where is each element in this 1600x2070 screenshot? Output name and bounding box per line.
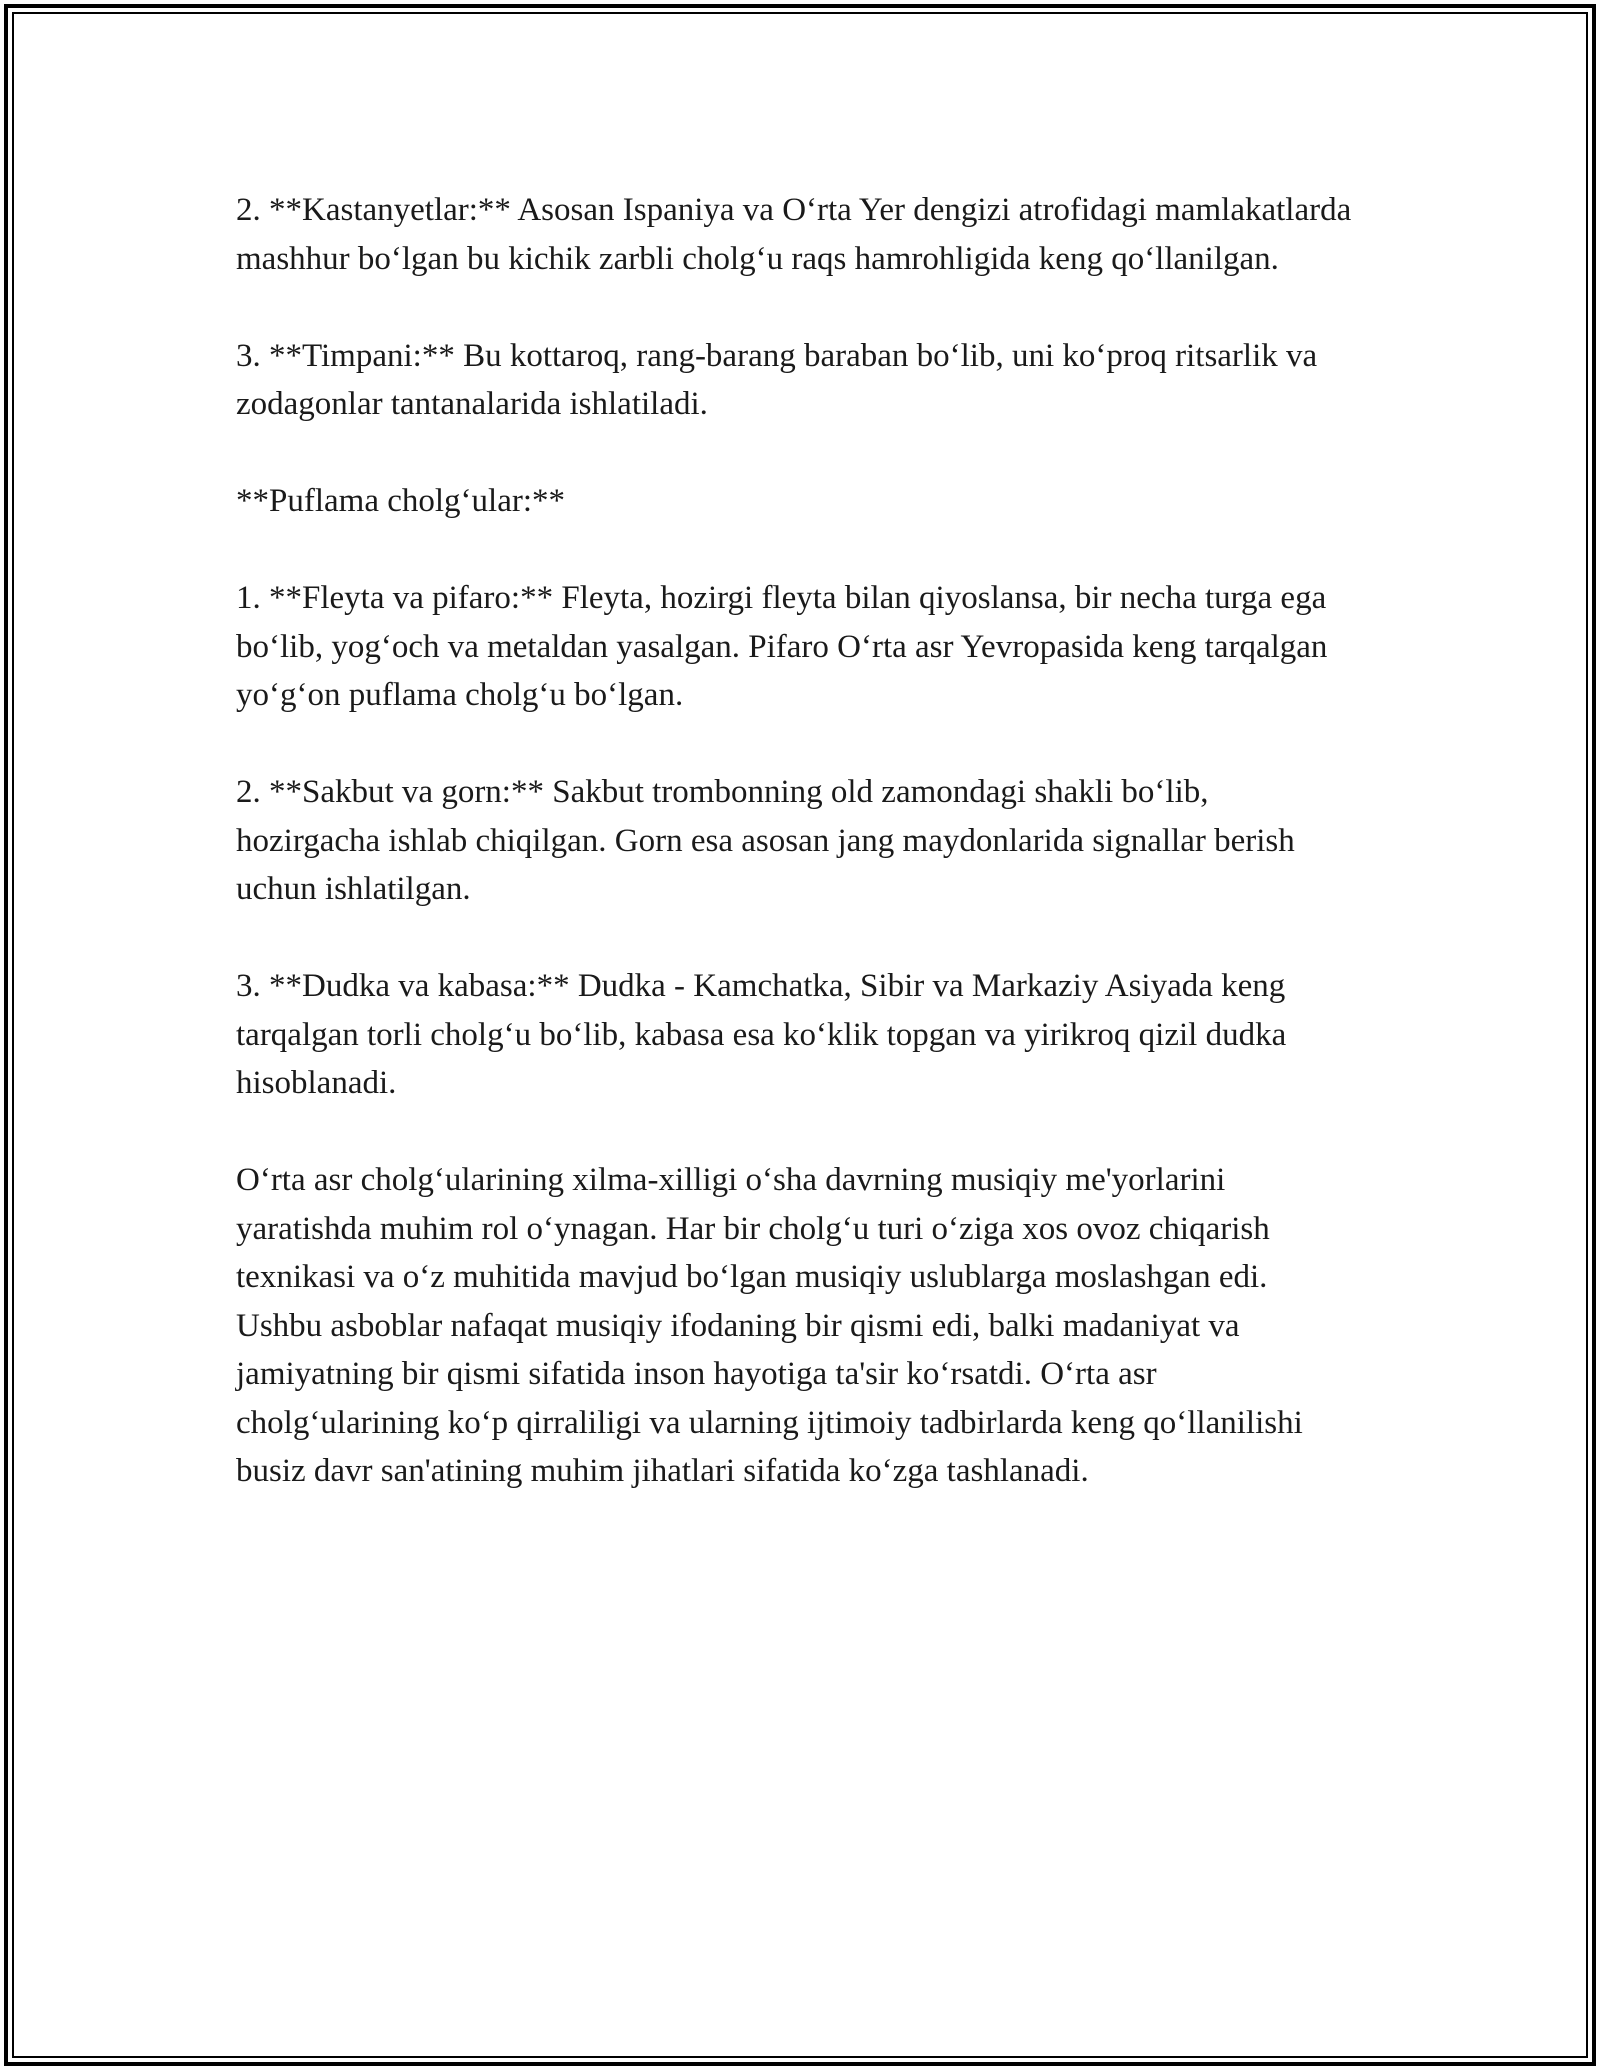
document-body xyxy=(236,186,1356,1544)
paragraph-kastanyetlar: 2. **Kastanyetlar:** Asosan Ispaniya va Oʻrta Yer dengizi atrofidagi mamlakatlarda mashhur boʻlgan bu kichik zarbli cholgʻu raqs hamrohligida keng qoʻllanilgan. xyxy=(236,192,1352,277)
paragraph-timpani: 3. **Timpani:** Bu kottaroq, rang-barang baraban boʻlib, uni koʻproq ritsarlik va zodagonlar tantanalarida ishlatiladi. xyxy=(236,337,1318,422)
section-heading-puflama: **Puflama cholgʻular:** xyxy=(236,483,566,519)
paragraph-conclusion: Oʻrta asr cholgʻularining xilma-xilligi oʻsha davrning musiqiy me'yorlarini yaratishda muhim rol oʻynagan. Har bir cholgʻu turi oʻziga xos ovoz chiqarish texnikasi va oʻz muhitida mavjud boʻlgan musiqiy uslublarga moslashgan edi. Ushbu asboblar nafaqat musiqiy ifodaning bir qismi edi, balki madaniyat va jamiyatning bir qismi sifatida inson hayotiga ta'sir koʻrsatdi. Oʻrta asr cholgʻularining koʻp qirraliligi va ularning ijtimoiy tadbirlarda keng qoʻllanilishi busiz davr san'atining muhim jihatlari sifatida koʻzga tashlanadi. xyxy=(236,1162,1303,1489)
paragraph-sakbut: 2. **Sakbut va gorn:** Sakbut trombonning old zamondagi shakli boʻlib, hozirgacha ishlab chiqilgan. Gorn esa asosan jang maydonlarida signallar berish uchun ishlatilgan. xyxy=(236,774,1295,907)
paragraph-fleyta: 1. **Fleyta va pifaro:** Fleyta, hozirgi fleyta bilan qiyoslansa, bir necha turga ega boʻlib, yogʻoch va metaldan yasalgan. Pifaro Oʻrta asr Yevropasida keng tarqalgan yoʻgʻon puflama cholgʻu boʻlgan. xyxy=(236,580,1328,713)
paragraph-dudka: 3. **Dudka va kabasa:** Dudka - Kamchatka, Sibir va Markaziy Asiyada keng tarqalgan torli cholgʻu boʻlib, kabasa esa koʻklik topgan va yirikroq qizil dudka hisoblanadi. xyxy=(236,968,1287,1101)
